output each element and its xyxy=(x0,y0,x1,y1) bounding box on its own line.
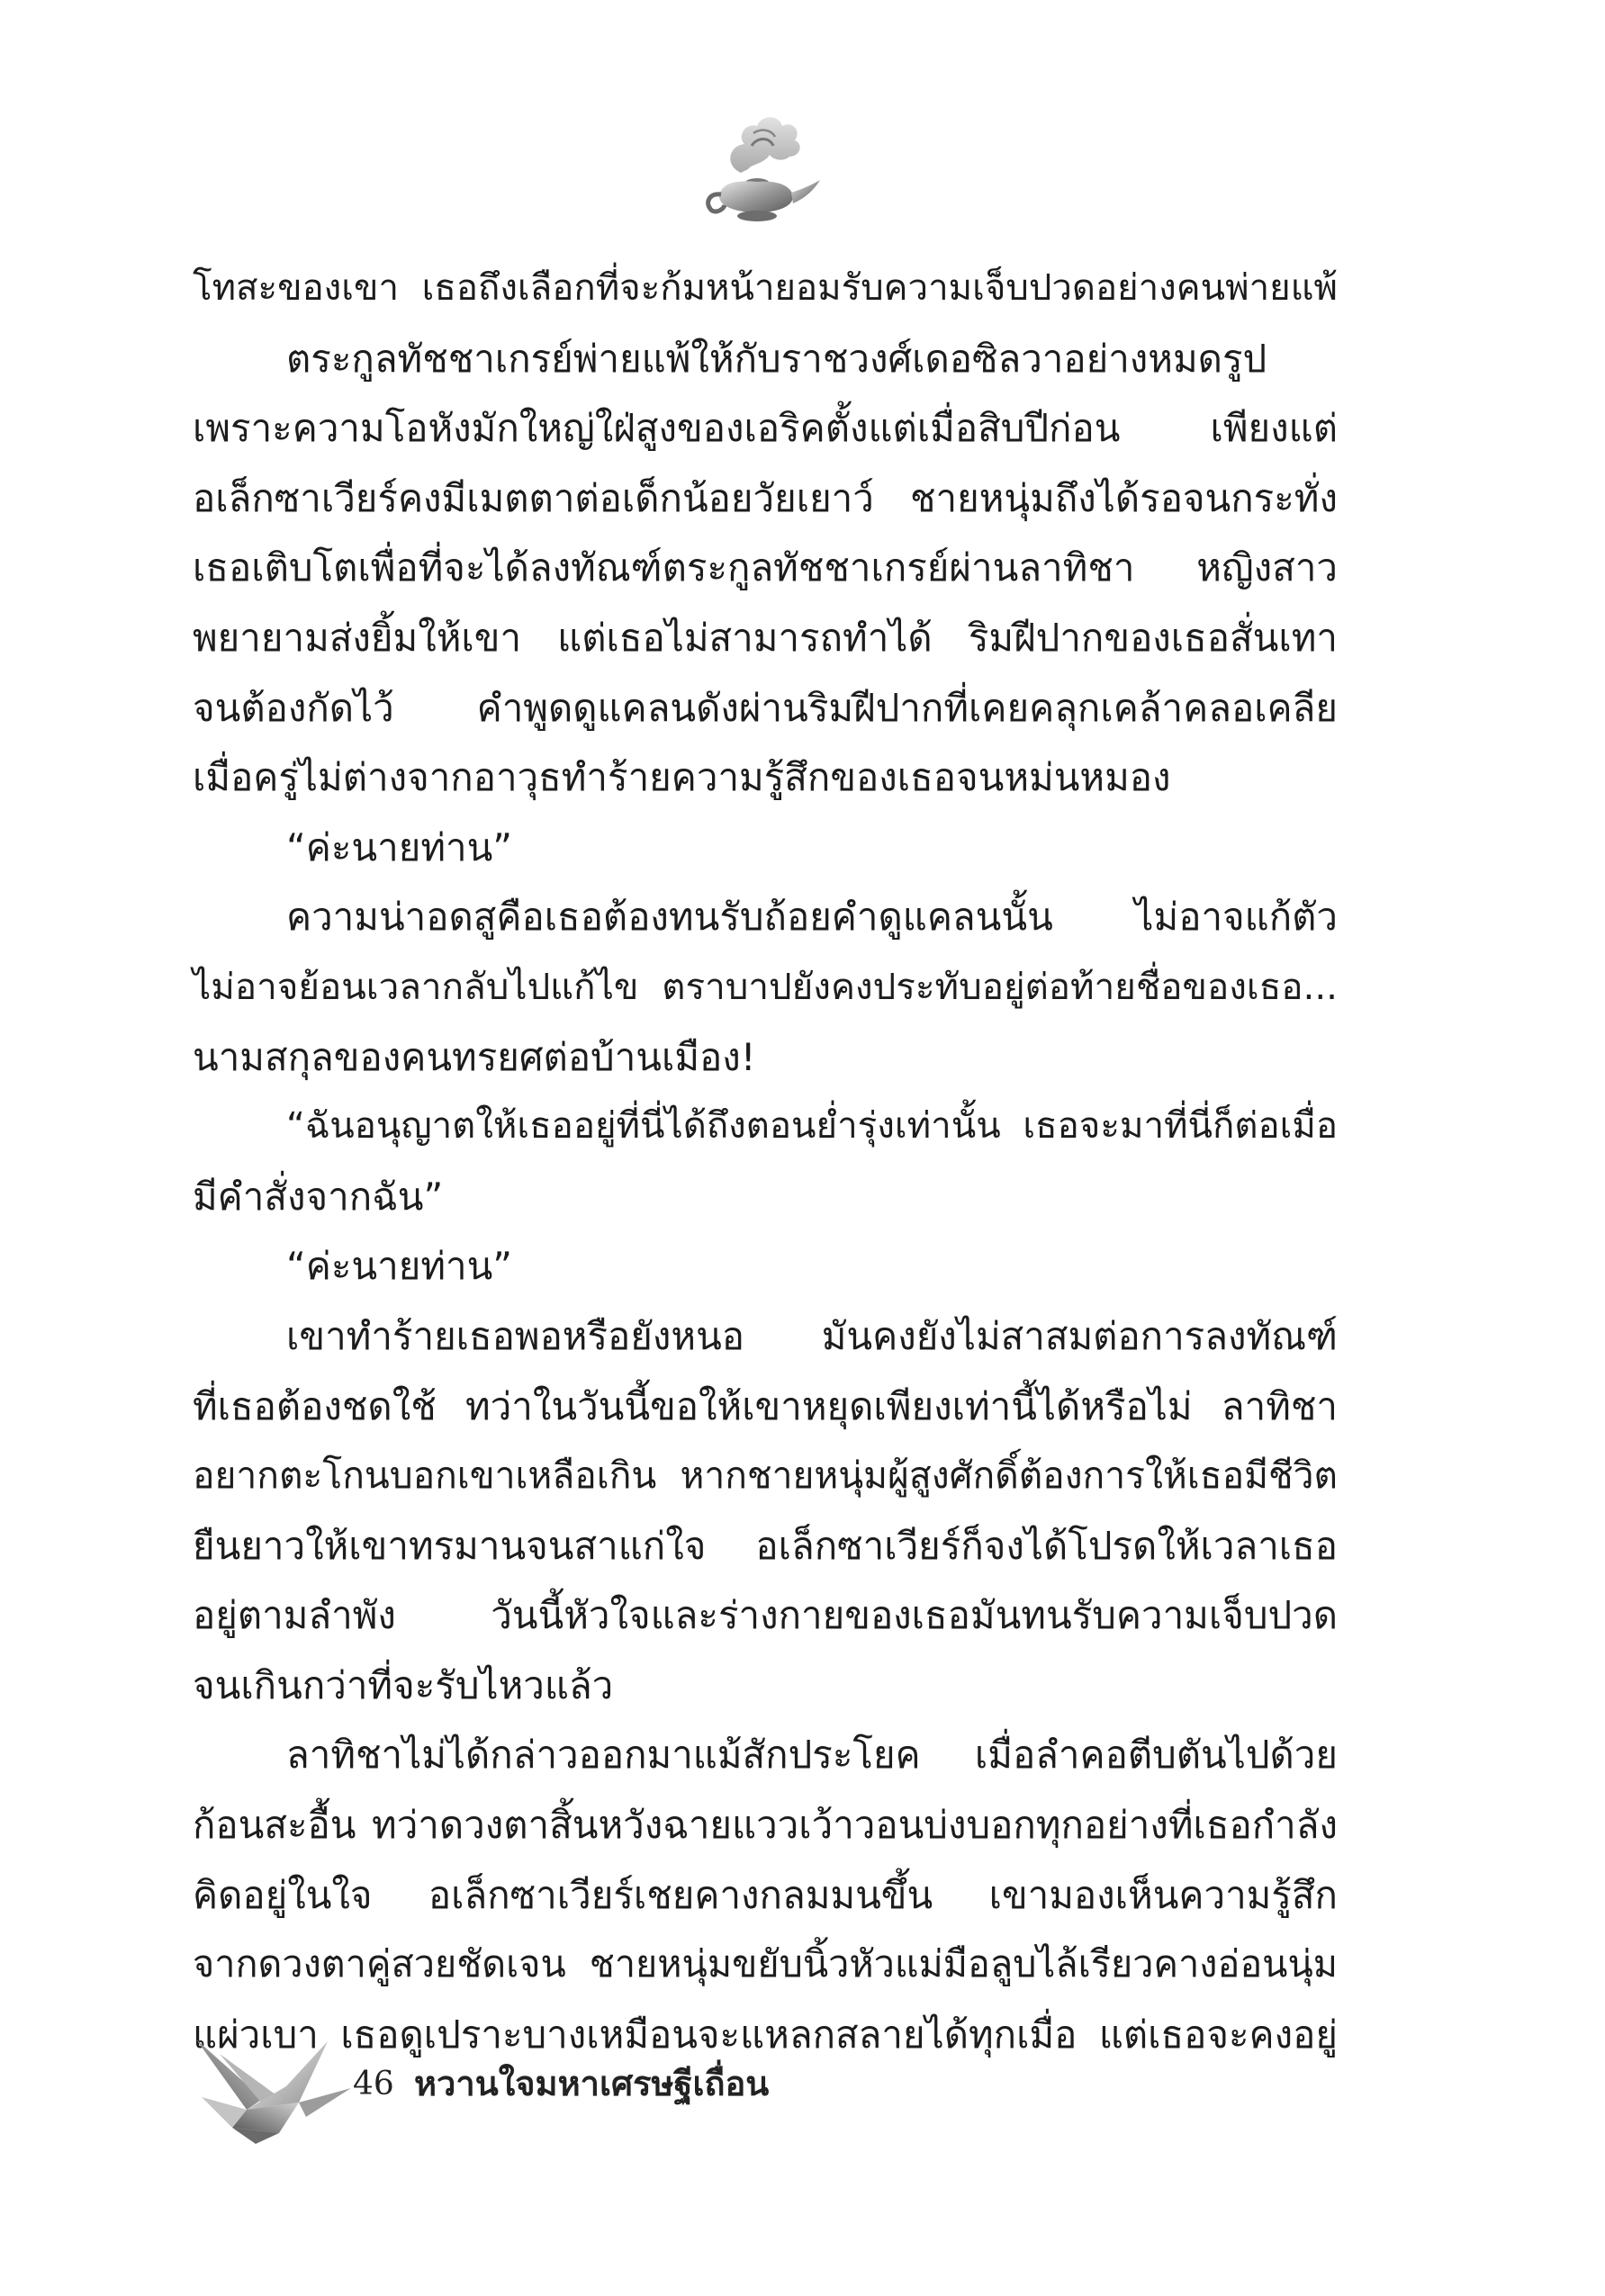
text-line: ยืนยาวให้เขาทรมานจนสาแก่ใจ อเล็กซาเวียร์ก็จงได้โปรดให้เวลาเธอ xyxy=(193,1523,1338,1568)
text-line: โทสะของเขา เธอถึงเลือกที่จะก้มหน้ายอมรับความเจ็บปวดอย่างคนพ่ายแพ้ xyxy=(193,267,1338,309)
text-line: ไม่อาจย้อนเวลากลับไปแก้ไข ตราบาปยังคงประทับอยู่ต่อท้ายชื่อของเธอ... xyxy=(193,965,1338,1008)
text-line: ตระกูลทัชชาเกรย์พ่ายแพ้ให้กับราชวงศ์เดอซิลวาอย่างหมดรูป xyxy=(286,336,1267,381)
body-text xyxy=(193,254,1338,2069)
text-line: เธอเติบโตเพื่อที่จะได้ลงทัณฑ์ตระกูลทัชชาเกรย์ผ่านลาทิชา หญิงสาว xyxy=(193,545,1338,590)
text-line: จนเกินกว่าที่จะรับไหวแล้ว xyxy=(193,1662,614,1707)
paper-crane-icon xyxy=(193,2034,355,2147)
text-line: “ค่ะนายท่าน” xyxy=(286,1244,513,1289)
text-line: “ค่ะนายท่าน” xyxy=(286,824,513,869)
text-line: ความน่าอดสูคือเธอต้องทนรับถ้อยคำดูแคลนนั้น ไม่อาจแก้ตัว xyxy=(286,895,1338,940)
text-line: อเล็กซาเวียร์คงมีเมตตาต่อเด็กน้อยวัยเยาว์ ชายหนุ่มถึงได้รอจนกระทั่ง xyxy=(193,475,1338,520)
text-line: “ฉันอนุญาตให้เธออยู่ที่นี่ได้ถึงตอนย่ำรุ่งเท่านั้น เธอจะมาที่นี่ก็ต่อเมื่อ xyxy=(286,1105,1338,1148)
text-line: ที่เธอต้องชดใช้ ทว่าในวันนี้ขอให้เขาหยุดเพียงเท่านี้ได้หรือไม่ ลาทิชา xyxy=(193,1383,1338,1428)
text-line: แผ่วเบา เธอดูเปราะบางเหมือนจะแหลกสลายได้ทุกเมื่อ แต่เธอจะคงอยู่ xyxy=(193,2012,1338,2057)
text-line: ก้อนสะอื้น ทว่าดวงตาสิ้นหวังฉายแววเว้าวอนบ่งบอกทุกอย่างที่เธอกำลัง xyxy=(193,1803,1338,1848)
text-line: อยู่ตามลำพัง วันนี้หัวใจและร่างกายของเธอมันทนรับความเจ็บปวด xyxy=(193,1593,1338,1638)
text-line: จากดวงตาคู่สวยชัดเจน ชายหนุ่มขยับนิ้วหัวแม่มือลูบไล้เรียวคางอ่อนนุ่ม xyxy=(193,1942,1338,1986)
book-title: หวานใจมหาเศรษฐีเถื่อน xyxy=(414,2064,770,2103)
text-line: เมื่อครู่ไม่ต่างจากอาวุธทำร้ายความรู้สึกของเธอจนหม่นหมอง xyxy=(193,755,1171,800)
page-footer xyxy=(193,2034,823,2151)
text-line: มีคำสั่งจากฉัน” xyxy=(193,1174,444,1219)
text-line: คิดอยู่ในใจ อเล็กซาเวียร์เชยคางกลมมนขึ้น เขามองเห็นความรู้สึก xyxy=(193,1872,1338,1917)
text-line: พยายามส่งยิ้มให้เขา แต่เธอไม่สามารถทำได้ ริมฝีปากของเธอสั่นเทา xyxy=(193,615,1338,660)
text-line: เพราะความโอหังมักใหญ่ใฝ่สูงของเอริคตั้งแต่เมื่อสิบปีก่อน เพียงแต่ xyxy=(193,406,1338,451)
text-line: นามสกุลของคนทรยศต่อบ้านเมือง! xyxy=(193,1034,756,1079)
text-line: จนต้องกัดไว้ คำพูดดูแคลนดังผ่านริมฝีปากที่เคยคลุกเคล้าคลอเคลีย xyxy=(193,685,1338,730)
magic-lamp-icon xyxy=(698,110,824,227)
text-line: ลาทิชาไม่ได้กล่าวออกมาแม้สักประโยค เมื่อลำคอตีบตันไปด้วย xyxy=(286,1733,1338,1778)
text-line: เขาทำร้ายเธอพอหรือยังหนอ มันคงยังไม่สาสมต่อการลงทัณฑ์ xyxy=(286,1313,1338,1358)
page-number: 46 xyxy=(353,2066,394,2102)
text-line: อยากตะโกนบอกเขาเหลือเกิน หากชายหนุ่มผู้สูงศักดิ์ต้องการให้เธอมีชีวิต xyxy=(193,1454,1338,1498)
